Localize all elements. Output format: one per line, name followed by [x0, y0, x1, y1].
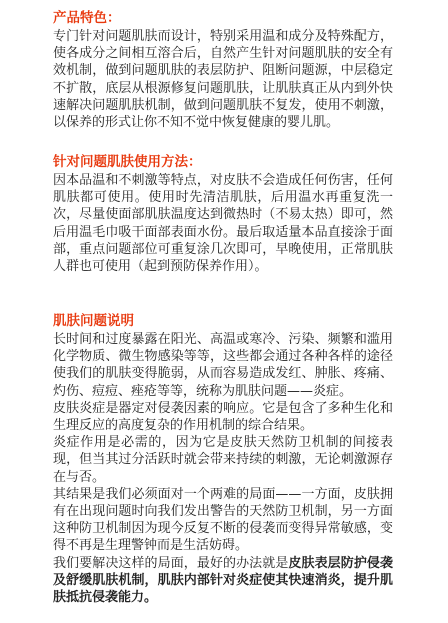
paragraph: 皮肤炎症是器定对侵袭因素的响应。它是包含了多种生化和生理反应的高度复杂的作用机制的综合结果。: [53, 400, 393, 434]
paragraph: 因本品温和不刺激等特点，对皮肤不会造成任何伤害，任何肌肤都可使用。使用时先清洁肌肤，后用温水再重复洗一次，尽量使面部肌肤温度达到微热时（不易太热）即可，然后用温毛巾吸干面部表面水份。最后取适量本品直接涂于面部，重点问题部位可重复涂几次即可，早晚使用，正常肌肤人群也可使用（起到预防保养作用）。: [53, 173, 393, 275]
paragraph: 炎症作用是必需的，因为它是皮肤天然防卫机制的间接表现，但当其过分活跃时就会带来持续的刺激，无论刺激源存在与否。: [53, 435, 393, 485]
section-body: [53, 331, 393, 606]
section-heading-usage-method: 针对问题肌肤使用方法：: [53, 154, 202, 170]
section-body: [53, 172, 393, 275]
section-usage-method: [53, 154, 393, 275]
section-body: [53, 28, 393, 131]
section-heading-skin-problem: 肌肤问题说明: [53, 313, 134, 329]
paragraph: 其结果是我们必须面对一个两难的局面——一方面，皮肤拥有在出现问题时向我们发出警告的天然防卫机制，另一方面这种防卫机制因为现今反复不断的侵袭而变得异常敏感，变得不再是生理警钟而是生活妨碍。: [53, 486, 393, 554]
paragraph: 专门针对问题肌肤而设计，特别采用温和成分及特殊配方，使各成分之间相互溶合后，自然产生针对问题肌肤的安全有效机制，做到问题肌肤的表层防护、阻断问题源，中层稳定不扩散，底层从根源修复问题肌肤，让肌肤真正从内到外快速解决问题肌肤机制，做到问题肌肤不复发，使用不刺激，以保养的形式让你不知不觉中恢复健康的婴儿肌。: [53, 29, 393, 131]
closing-lead-text: 我们要解决这样的局面，最好的办法就是: [53, 555, 289, 571]
closing-emphasis-text: 皮肤表层防护侵袭及舒缓肌肤机制，肌肤内部针对炎症使其快速消炎，提升肌肤抵抗侵袭能力。: [53, 555, 393, 606]
section-heading-product-features: 产品特色：: [53, 10, 121, 26]
section-product-features: [53, 10, 393, 131]
paragraph: 长时间和过度暴露在阳光、高温或寒冷、污染、频繁和滥用化学物质、微生物感染等等，这些都会通过各种各样的途径使我们的肌肤变得脆弱，从而容易造成发红、肿胀、疼痛、灼伤、痘痘、痤疮等等，统称为肌肤问题——炎症。: [53, 332, 393, 399]
closing-paragraph: [53, 555, 393, 607]
section-skin-problem-explanation: [53, 313, 393, 606]
